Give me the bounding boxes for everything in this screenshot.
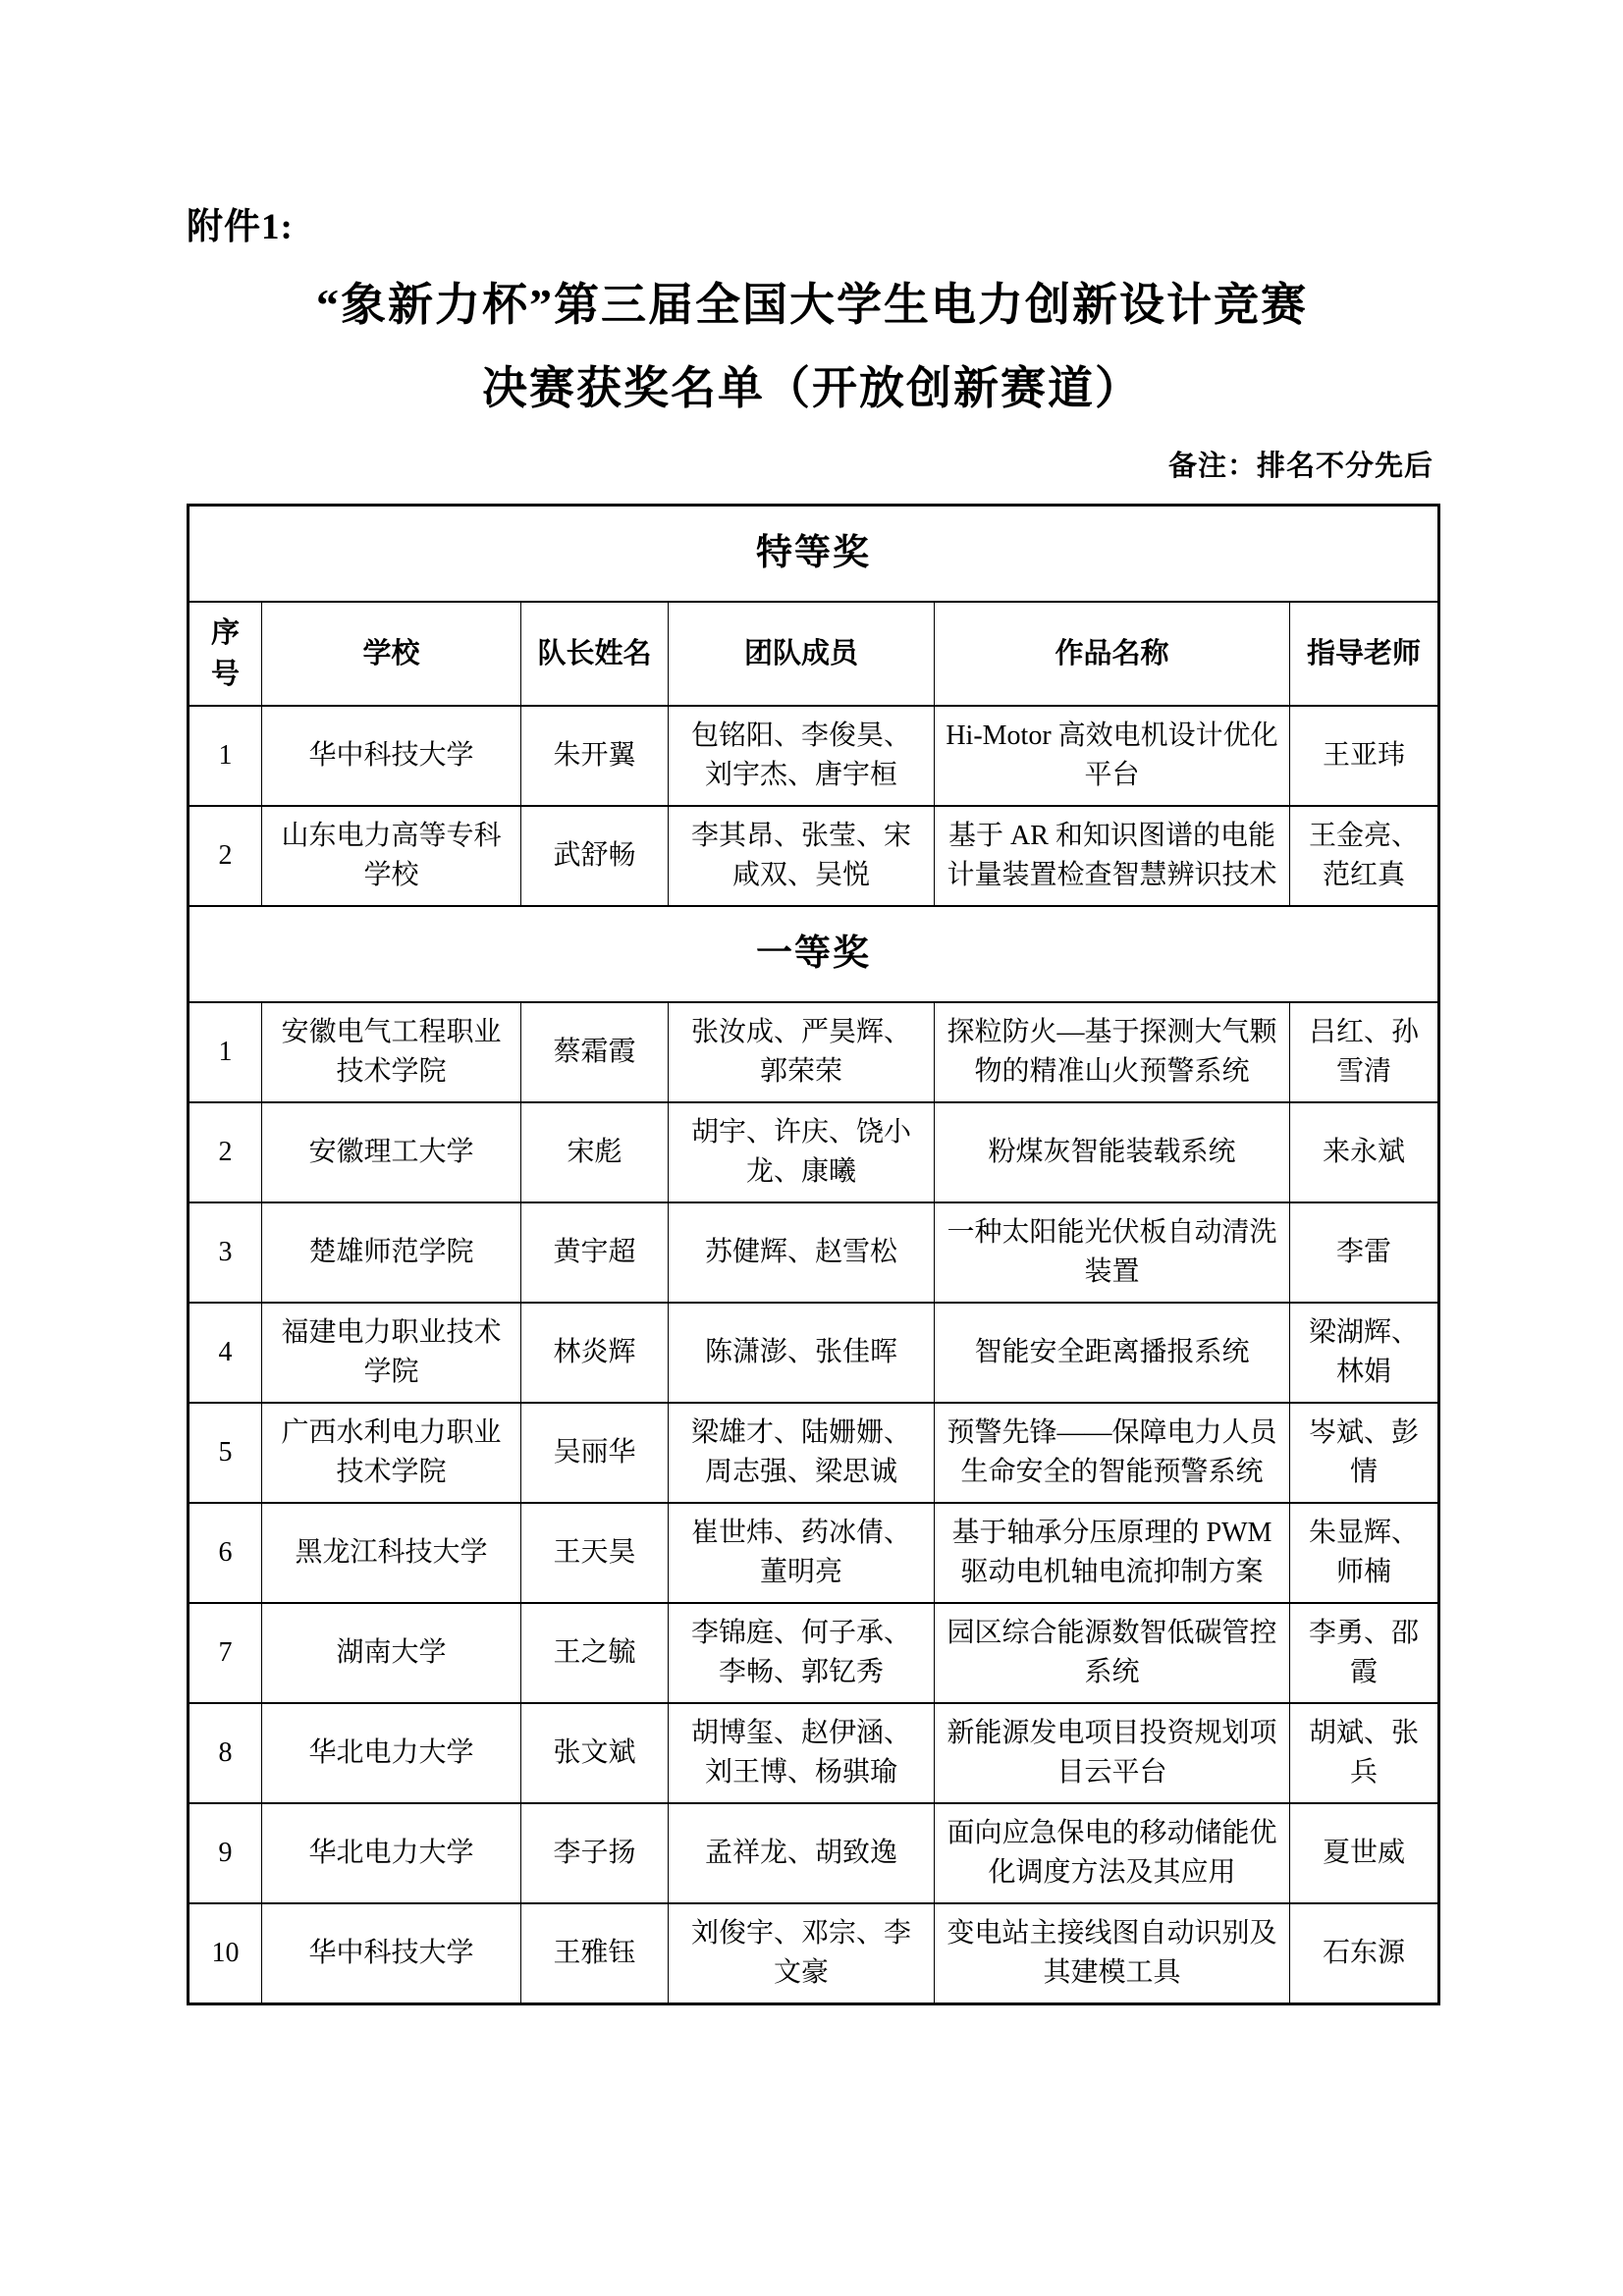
cell-school: 华中科技大学: [262, 706, 521, 806]
cell-row-number: 4: [189, 1303, 262, 1403]
cell-row-number: 5: [189, 1403, 262, 1503]
cell-team-members: 胡博玺、赵伊涵、刘王博、杨骐瑜: [669, 1703, 935, 1803]
cell-row-number: 1: [189, 706, 262, 806]
cell-team-members: 李锦庭、何子承、李畅、郭钇秀: [669, 1603, 935, 1703]
award-row: [189, 1803, 1439, 1903]
cell-row-number: 10: [189, 1903, 262, 2004]
cell-row-number: 6: [189, 1503, 262, 1603]
cell-school: 山东电力高等专科学校: [262, 806, 521, 906]
cell-school: 广西水利电力职业技术学院: [262, 1403, 521, 1503]
cell-advisor: 梁湖辉、林娟: [1290, 1303, 1439, 1403]
award-row: [189, 806, 1439, 906]
cell-team-members: 孟祥龙、胡致逸: [669, 1803, 935, 1903]
cell-team-members: 梁雄才、陆姗姗、周志强、梁思诚: [669, 1403, 935, 1503]
cell-advisor: 夏世威: [1290, 1803, 1439, 1903]
cell-team-leader: 吴丽华: [521, 1403, 669, 1503]
cell-work-title: 探粒防火—基于探测大气颗物的精准山火预警系统: [935, 1002, 1290, 1102]
cell-work-title: 变电站主接线图自动识别及其建模工具: [935, 1903, 1290, 2004]
cell-team-leader: 王天昊: [521, 1503, 669, 1603]
cell-team-leader: 林炎辉: [521, 1303, 669, 1403]
award-row: [189, 1403, 1439, 1503]
award-row: [189, 1603, 1439, 1703]
cell-school: 楚雄师范学院: [262, 1202, 521, 1303]
cell-row-number: 1: [189, 1002, 262, 1102]
cell-school: 华中科技大学: [262, 1903, 521, 2004]
cell-team-leader: 李子扬: [521, 1803, 669, 1903]
cell-advisor: 胡斌、张兵: [1290, 1703, 1439, 1803]
document-title-line2: 决赛获奖名单（开放创新赛道）: [482, 363, 1142, 414]
ranking-note: 备注：排名不分先后: [1167, 451, 1434, 483]
cell-advisor: 王金亮、范红真: [1290, 806, 1439, 906]
cell-work-title: 智能安全距离播报系统: [935, 1303, 1290, 1403]
cell-team-members: 刘俊宇、邓宗、李文豪: [669, 1903, 935, 2004]
cell-team-members: 胡宇、许庆、饶小龙、康曦: [669, 1102, 935, 1202]
award-row: [189, 1903, 1439, 2004]
cell-advisor: 吕红、孙雪清: [1290, 1002, 1439, 1102]
cell-team-leader: 王之毓: [521, 1603, 669, 1703]
cell-row-number: 3: [189, 1202, 262, 1303]
cell-school: 黑龙江科技大学: [262, 1503, 521, 1603]
award-row: [189, 706, 1439, 806]
cell-school: 湖南大学: [262, 1603, 521, 1703]
section-band-first-prize: [189, 906, 1439, 1002]
cell-team-leader: 武舒畅: [521, 806, 669, 906]
cell-team-members: 陈潇澎、张佳晖: [669, 1303, 935, 1403]
cell-row-number: 2: [189, 1102, 262, 1202]
document-title-line1: “象新力杯”第三届全国大学生电力创新设计竞赛: [316, 280, 1308, 330]
column-header-team-leader: 队长姓名: [521, 602, 669, 706]
cell-team-leader: 朱开翼: [521, 706, 669, 806]
cell-advisor: 朱显辉、师楠: [1290, 1503, 1439, 1603]
column-header-team-members: 团队成员: [669, 602, 935, 706]
cell-team-members: 李其昂、张莹、宋咸双、吴悦: [669, 806, 935, 906]
column-header-school: 学校: [262, 602, 521, 706]
cell-work-title: 预警先锋——保障电力人员生命安全的智能预警系统: [935, 1403, 1290, 1503]
column-header-row-number: 序号: [189, 602, 262, 706]
cell-advisor: 李雷: [1290, 1202, 1439, 1303]
awards-table: [187, 504, 1440, 2005]
cell-team-leader: 王雅钰: [521, 1903, 669, 2004]
cell-team-leader: 蔡霜霞: [521, 1002, 669, 1102]
cell-advisor: 李勇、邵霞: [1290, 1603, 1439, 1703]
cell-team-members: 包铭阳、李俊昊、刘宇杰、唐宇桓: [669, 706, 935, 806]
award-row: [189, 1703, 1439, 1803]
cell-work-title: 基于轴承分压原理的 PWM 驱动电机轴电流抑制方案: [935, 1503, 1290, 1603]
cell-work-title: 面向应急保电的移动储能优化调度方法及其应用: [935, 1803, 1290, 1903]
award-row: [189, 1503, 1439, 1603]
cell-school: 安徽电气工程职业技术学院: [262, 1002, 521, 1102]
award-row: [189, 1102, 1439, 1202]
cell-row-number: 2: [189, 806, 262, 906]
cell-work-title: 一种太阳能光伏板自动清洗装置: [935, 1202, 1290, 1303]
cell-team-leader: 张文斌: [521, 1703, 669, 1803]
section-band-special-prize: [189, 506, 1439, 603]
cell-work-title: 园区综合能源数智低碳管控系统: [935, 1603, 1290, 1703]
cell-advisor: 王亚玮: [1290, 706, 1439, 806]
cell-school: 华北电力大学: [262, 1803, 521, 1903]
cell-school: 安徽理工大学: [262, 1102, 521, 1202]
cell-row-number: 8: [189, 1703, 262, 1803]
cell-team-members: 苏健辉、赵雪松: [669, 1202, 935, 1303]
cell-work-title: Hi-Motor 高效电机设计优化平台: [935, 706, 1290, 806]
cell-work-title: 基于 AR 和知识图谱的电能计量装置检查智慧辨识技术: [935, 806, 1290, 906]
cell-row-number: 9: [189, 1803, 262, 1903]
award-row: [189, 1202, 1439, 1303]
cell-advisor: 来永斌: [1290, 1102, 1439, 1202]
column-header-advisor: 指导老师: [1290, 602, 1439, 706]
cell-row-number: 7: [189, 1603, 262, 1703]
attachment-label: 附件1:: [187, 207, 294, 247]
cell-work-title: 粉煤灰智能装载系统: [935, 1102, 1290, 1202]
section-title-first-prize: 一等奖: [189, 906, 1439, 1002]
cell-team-leader: 宋彪: [521, 1102, 669, 1202]
cell-work-title: 新能源发电项目投资规划项目云平台: [935, 1703, 1290, 1803]
award-row: [189, 1002, 1439, 1102]
cell-team-members: 崔世炜、药冰倩、董明亮: [669, 1503, 935, 1603]
cell-school: 华北电力大学: [262, 1703, 521, 1803]
section-title-special-prize: 特等奖: [189, 506, 1439, 603]
cell-team-leader: 黄宇超: [521, 1202, 669, 1303]
cell-team-members: 张汝成、严昊辉、郭荣荣: [669, 1002, 935, 1102]
column-header-row: [189, 602, 1439, 706]
column-header-work-title: 作品名称: [935, 602, 1290, 706]
cell-school: 福建电力职业技术学院: [262, 1303, 521, 1403]
award-row: [189, 1303, 1439, 1403]
cell-advisor: 石东源: [1290, 1903, 1439, 2004]
document-content: [187, 0, 1437, 2005]
cell-advisor: 岑斌、彭情: [1290, 1403, 1439, 1503]
